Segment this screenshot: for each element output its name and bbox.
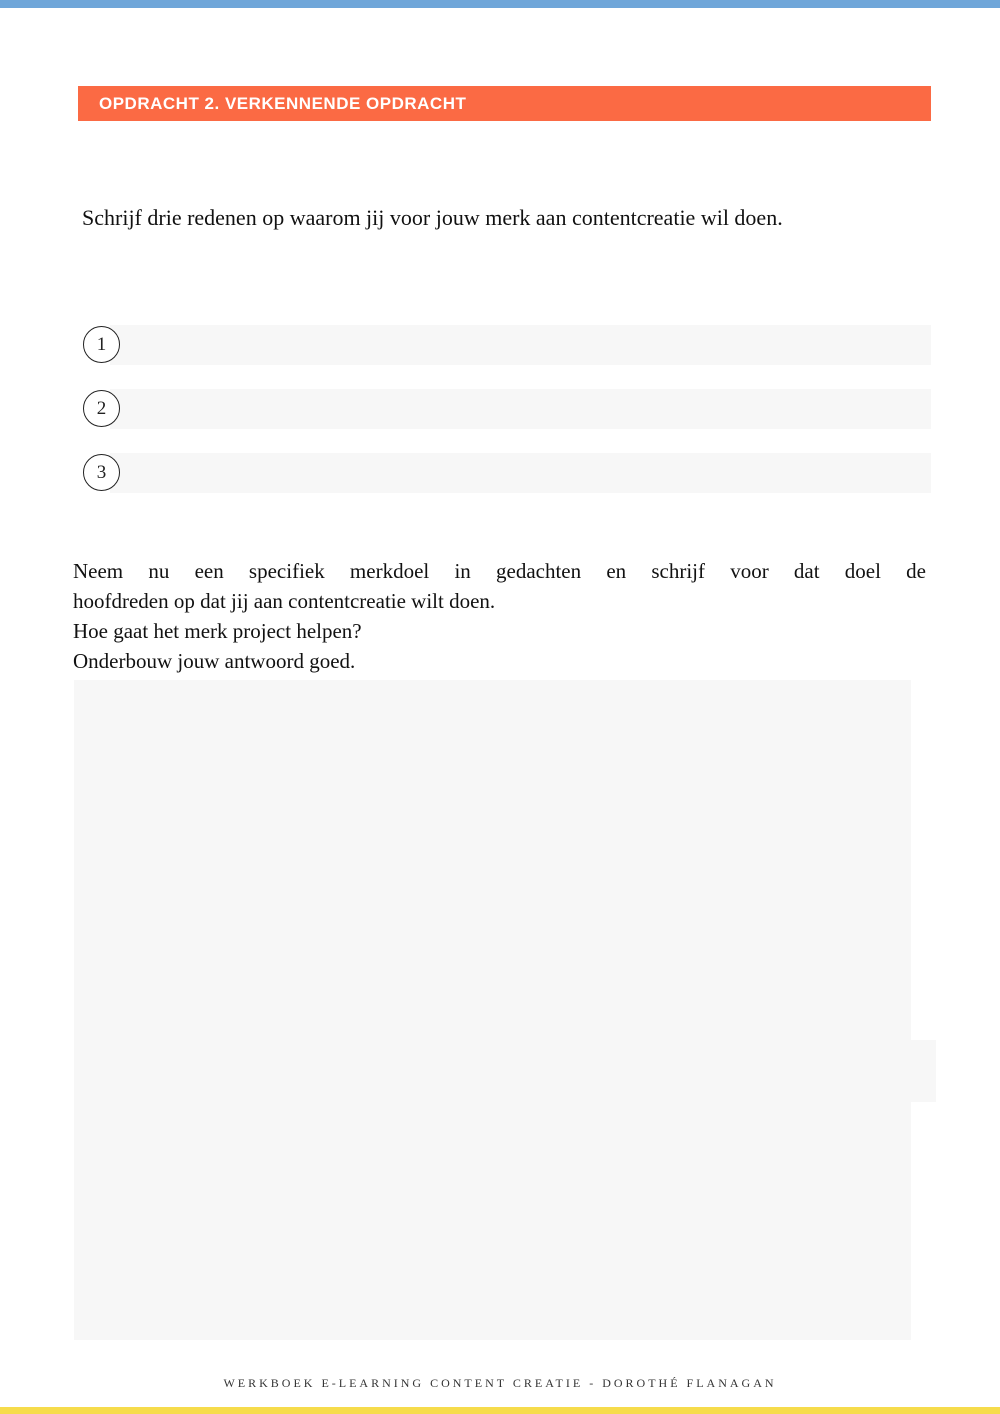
section-header: OPDRACHT 2. VERKENNENDE OPDRACHT bbox=[78, 86, 931, 121]
number-badge-3: 3 bbox=[83, 454, 120, 491]
task-paragraph-line-4: Onderbouw jouw antwoord goed. bbox=[73, 649, 356, 673]
footer-credit-text: WERKBOEK E-LEARNING CONTENT CREATIE - DOROTHÉ FLANAGAN bbox=[223, 1376, 777, 1390]
large-answer-area[interactable] bbox=[74, 680, 911, 1340]
right-edge-tab bbox=[911, 1040, 936, 1102]
task-paragraph bbox=[73, 556, 926, 676]
number-badge-2: 2 bbox=[83, 390, 120, 427]
bottom-accent-bar bbox=[0, 1407, 1000, 1414]
intro-instruction-text: Schrijf drie redenen op waarom jij voor jouw merk aan contentcreatie wil doen. bbox=[82, 205, 783, 230]
answer-field-3[interactable] bbox=[110, 453, 931, 493]
task-paragraph-line-3: Hoe gaat het merk project helpen? bbox=[73, 619, 362, 643]
answer-field-2[interactable] bbox=[110, 389, 931, 429]
number-badge-1: 1 bbox=[83, 326, 120, 363]
task-paragraph-line-2: hoofdreden op dat jij aan contentcreatie wilt doen. bbox=[73, 589, 496, 613]
task-paragraph-line-1: Neem nu een specifiek merkdoel in gedachten en schrijf voor dat doel de bbox=[73, 559, 926, 583]
top-accent-bar bbox=[0, 0, 1000, 8]
answer-field-1[interactable] bbox=[110, 325, 931, 365]
